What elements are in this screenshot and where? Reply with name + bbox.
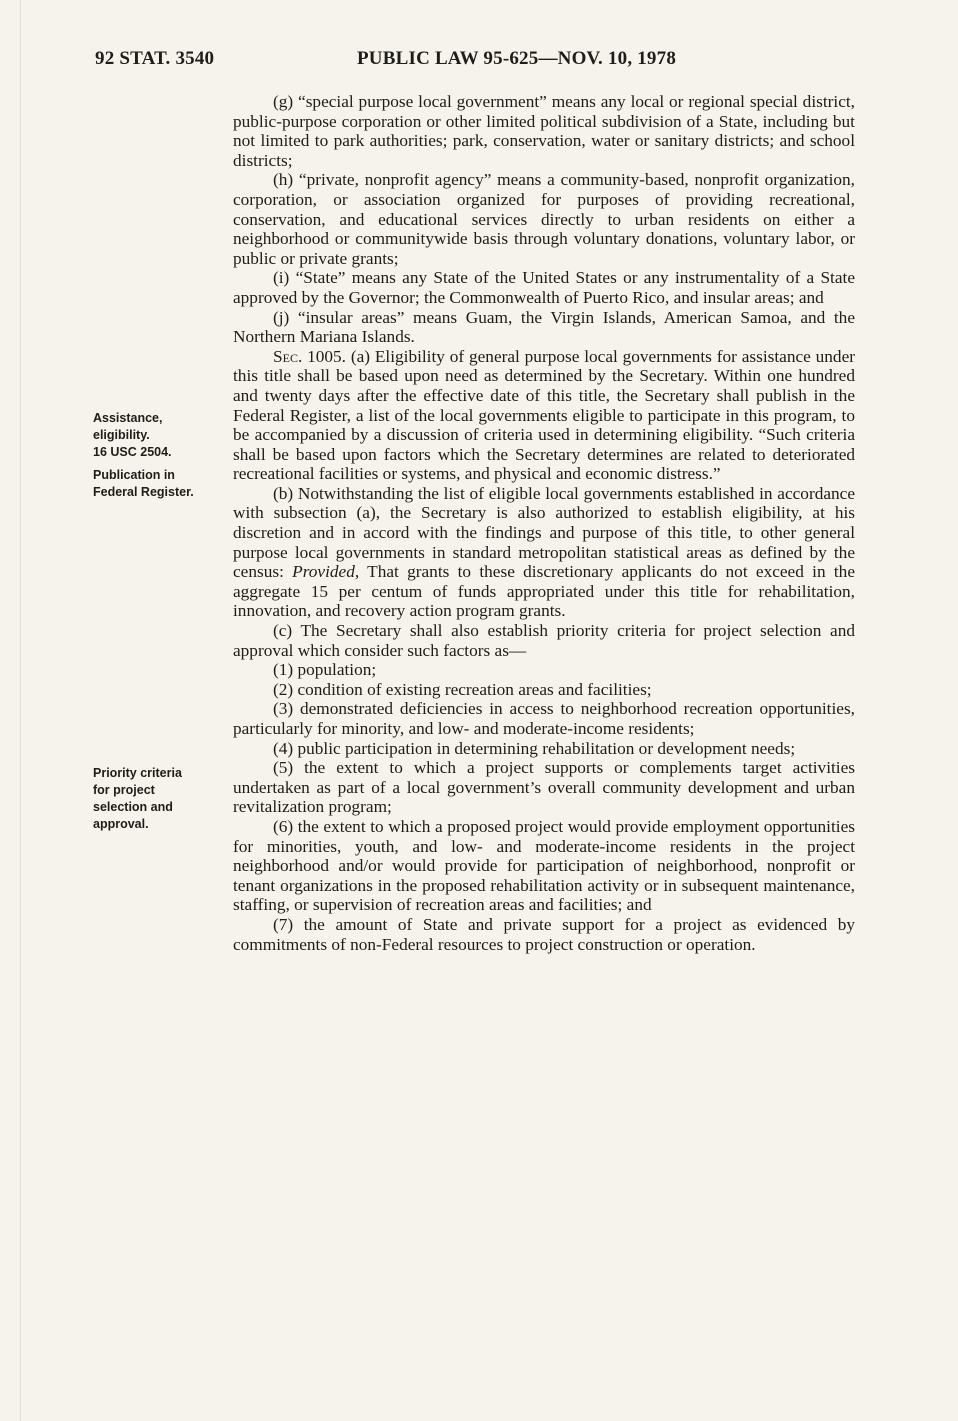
factor-4: (4) public participation in determining rehabilitation or development needs;: [273, 738, 796, 758]
section-1005-b: [233, 484, 855, 621]
section-1005-c: (c) The Secretary shall also establish priority criteria for project selection and approval which consider such factors as—: [233, 621, 855, 660]
margin-note-publication: [93, 467, 194, 501]
provided-term: Provided,: [292, 562, 360, 582]
factor-3: (3) demonstrated deficiencies in access to neighborhood recreation opportunities, particularly for minority, and low- and moderate-income residents;: [233, 699, 855, 738]
margin-note-priority: [93, 765, 182, 833]
page-reference: 92 STAT. 3540: [95, 48, 215, 69]
margin-note-line: selection and: [93, 800, 173, 814]
definition-g: (g) “special purpose local government” means any local or regional special district, public-purpose corporation or other limited political subdivision of a State, including but not limited to park authorities; park, conservation, water or sanitary districts; and school districts;: [233, 92, 855, 170]
definition-i: (i) “State” means any State of the United States or any instrumentality of a State approved by the Governor; the Commonwealth of Puerto Rico, and insular areas; and: [233, 268, 855, 307]
section-b-text-pre: (b) Notwithstanding the list of eligible local governments established in accordance with subsection (a), the Secretary is also authorized to establish eligibility, at his discretion and in accord with the findings and purpose of this title, to other general purpose local governments in standard metropolitan statistical areas as defined by the census:: [233, 483, 855, 582]
section-a-text: 1005. (a) Eligibility of general purpose local governments for assistance under this title shall be based upon need as determined by the Secretary. Within one hundred and twenty days after the effective date of this title, the Secretary shall publish in the Federal Register, a list of the local governments eligible to participate in this program, to be accompanied by a discussion of criteria used in determining eligibility. “Such criteria shall be based upon factors which the Secretary determines are related to deteriorated recreational facilities or systems, and physical and economic distress.”: [233, 346, 855, 484]
section-label: Sec.: [273, 346, 303, 366]
factor-2: (2) condition of existing recreation areas and facilities;: [273, 679, 652, 699]
factor-5: (5) the extent to which a project supports or complements target activities undertaken as part of a local government’s overall community development and urban revitalization program;: [233, 758, 855, 817]
factor-1: (1) population;: [273, 660, 377, 680]
margin-note-line: Assistance,: [93, 411, 163, 425]
page-edge-rule: [20, 0, 21, 1421]
margin-note-line: for project: [93, 783, 155, 797]
factor-7: (7) the amount of State and private support for a project as evidenced by commitments of non-Federal resources to project construction or operation.: [233, 914, 855, 954]
running-title: PUBLIC LAW 95-625—NOV. 10, 1978: [357, 48, 677, 69]
factor-6: (6) the extent to which a proposed project would provide employment opportunities for minorities, youth, and low- and moderate-income residents in the project neighborhood and/or would provide for participation of neighborhood, nonprofit or tenant organizations in the proposed rehabilitation activity or in subsequent maintenance, staffing, or supervision of recreation areas and facilities; and: [233, 816, 855, 915]
margin-note-assistance: [93, 410, 172, 461]
margin-note-line: approval.: [93, 817, 149, 831]
section-b-text-post: That grants to these discretionary applicants do not exceed in the aggregate 15 per centum of funds appropriated under this title for rehabilitation, innovation, and recovery action program grants.: [233, 562, 855, 621]
statute-body: [233, 92, 855, 954]
section-1005-a: [233, 347, 855, 484]
margin-note-line: 16 USC 2504.: [93, 445, 172, 459]
margin-note-line: Priority criteria: [93, 766, 182, 780]
margin-note-line: Publication in: [93, 468, 175, 482]
margin-note-line: eligibility.: [93, 428, 150, 442]
definition-h: (h) “private, nonprofit agency” means a community-based, nonprofit organization, corporation, or association organized for purposes of providing recreational, conservation, and educational services directly to urban residents on either a neighborhood or communitywide basis through voluntary donations, voluntary labor, or public or private grants;: [233, 170, 855, 268]
margin-note-line: Federal Register.: [93, 485, 194, 499]
definition-j: (j) “insular areas” means Guam, the Virgin Islands, American Samoa, and the Northern Mariana Islands.: [233, 307, 855, 347]
